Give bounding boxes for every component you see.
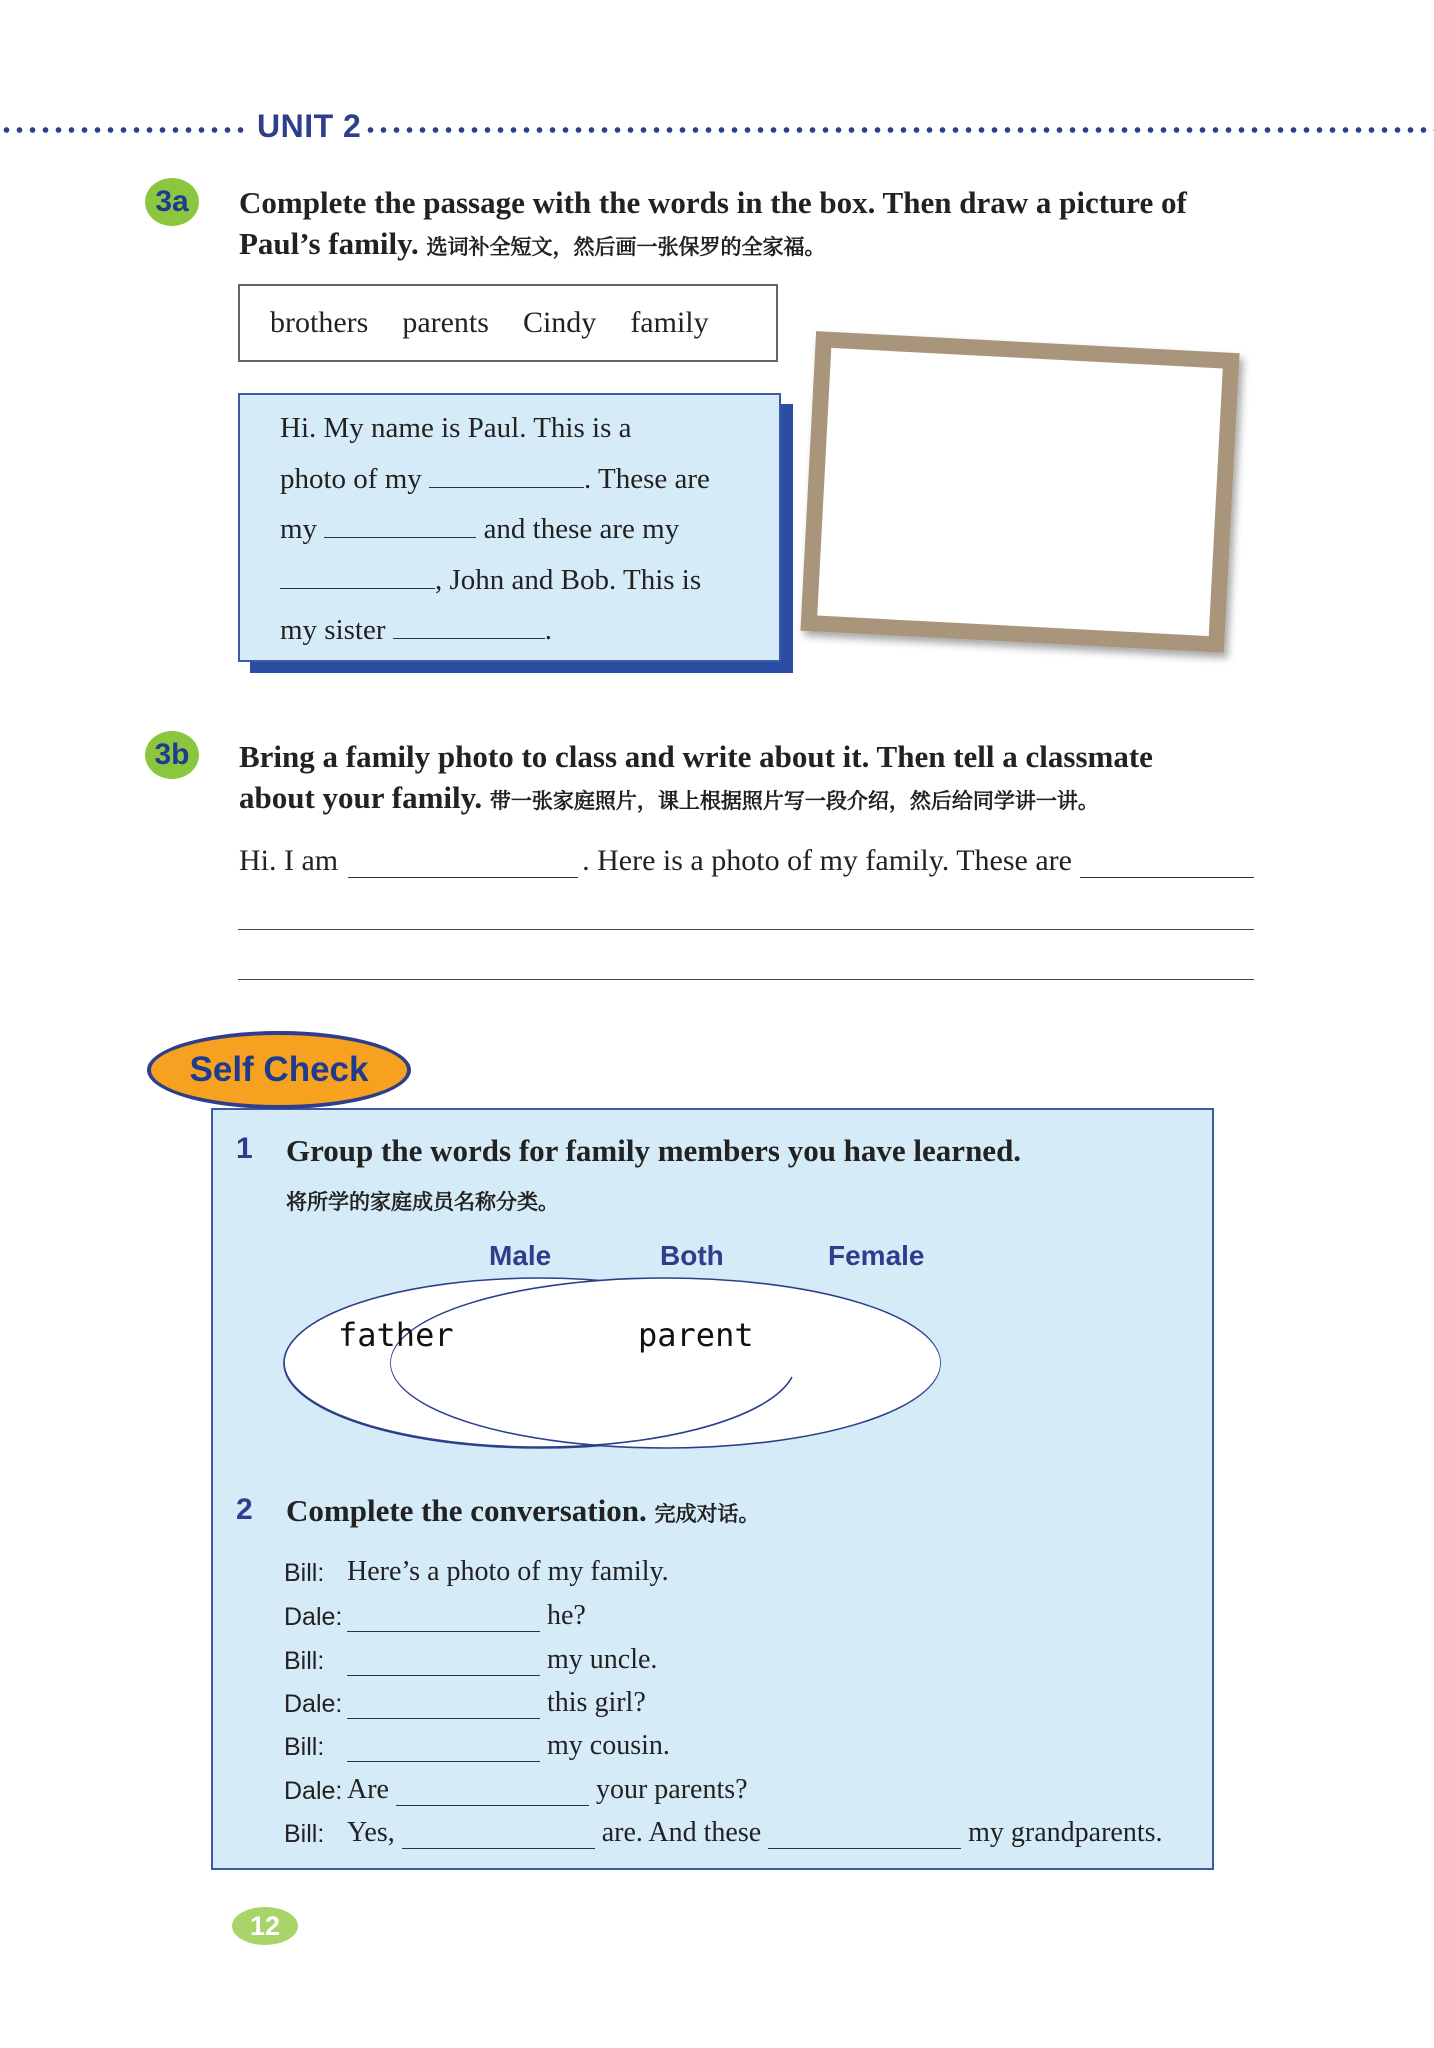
conversation-text: my cousin. — [547, 1730, 670, 1761]
conversation-text: are. And these — [601, 1817, 762, 1848]
answer-blank[interactable] — [347, 1698, 540, 1719]
ex3b-instruction — [239, 736, 1319, 821]
q1-number: 1 — [236, 1132, 253, 1165]
ex3b-instruction-line1: Bring a family photo to class and write about it. Then tell a classmate — [239, 739, 1153, 774]
conversation-line — [284, 1634, 657, 1676]
conversation-line — [284, 1546, 669, 1588]
conversation-text: he? — [547, 1600, 586, 1631]
q2-heading — [286, 1490, 760, 1534]
ex3a-instruction-cn: 选词补全短文，然后画一张保罗的全家福。 — [426, 234, 826, 259]
header-dots-left — [0, 126, 246, 134]
conversation-line — [284, 1590, 586, 1632]
venn-label-both: Both — [660, 1240, 724, 1271]
venn-label-male: Male — [489, 1240, 552, 1271]
venn-word-parent: parent — [638, 1316, 754, 1354]
ex3b-instruction-line2-en: about your family. — [239, 780, 483, 815]
writing-line-3[interactable] — [238, 979, 1254, 980]
passage-line-5 — [280, 605, 759, 656]
ex3b-text-2: . Here is a photo of my family. These are — [582, 844, 1072, 877]
ex3b-instruction-line2 — [239, 777, 1319, 821]
writing-line-2[interactable] — [238, 929, 1254, 930]
q2-number: 2 — [236, 1493, 253, 1526]
q2-cn: 完成对话。 — [654, 1501, 760, 1526]
conversation-text: Yes, — [347, 1817, 395, 1848]
conversation-line — [284, 1677, 646, 1719]
answer-blank[interactable] — [347, 1655, 540, 1676]
conversation-line — [284, 1807, 1163, 1849]
speaker: Bill: — [284, 1559, 325, 1587]
passage-line-4 — [280, 555, 759, 606]
venn-ellipse-female — [391, 1278, 941, 1448]
badge-3a: 3a — [145, 178, 199, 226]
speaker: Dale: — [284, 1777, 343, 1805]
drawing-frame[interactable] — [800, 331, 1239, 653]
passage-text: and these are my — [483, 513, 680, 545]
conversation-text: Here’s a photo of my family. — [347, 1556, 669, 1587]
ex3b-writing-line-1 — [239, 844, 1254, 878]
q1-cn: 将所学的家庭成员名称分类。 — [286, 1189, 559, 1214]
badge-3b: 3b — [145, 731, 199, 779]
q1-text: Group the words for family members you have learned. — [286, 1133, 1022, 1168]
conversation-text: my uncle. — [547, 1644, 658, 1675]
answer-blank[interactable] — [396, 1785, 589, 1806]
passage-line-3 — [280, 504, 759, 555]
ex3a-instruction-line1: Complete the passage with the words in the box. Then draw a picture of — [239, 185, 1187, 220]
ex3b-instruction-cn: 带一张家庭照片，课上根据照片写一段介绍，然后给同学讲一讲。 — [489, 788, 1099, 813]
answer-blank[interactable] — [280, 566, 435, 589]
word-cindy: Cindy — [522, 306, 597, 339]
speaker: Bill: — [284, 1733, 325, 1761]
passage-text: my sister — [280, 614, 386, 646]
passage-line-2 — [280, 454, 759, 505]
name-blank[interactable] — [348, 855, 578, 878]
answer-blank[interactable] — [393, 616, 545, 639]
speaker: Dale: — [284, 1690, 343, 1718]
ex3b-text-1: Hi. I am — [239, 844, 339, 877]
answer-blank[interactable] — [768, 1828, 961, 1849]
venn-word-father: father — [338, 1316, 454, 1354]
conversation-text: my grandparents. — [968, 1817, 1163, 1848]
self-check-title: Self Check — [147, 1031, 411, 1109]
ex3a-instruction-line2 — [239, 223, 1319, 267]
word-box — [238, 284, 778, 362]
passage-text: my — [280, 513, 318, 545]
answer-blank[interactable] — [429, 465, 584, 488]
unit-title: UNIT 2 — [257, 108, 362, 144]
conversation-text: Are — [347, 1774, 389, 1805]
passage-text: , John and Bob. This is — [435, 563, 702, 596]
speaker: Dale: — [284, 1603, 343, 1631]
answer-blank[interactable] — [347, 1611, 540, 1632]
answer-blank[interactable] — [324, 515, 476, 538]
header-dots-right — [364, 126, 1434, 134]
passage-text: . These are — [584, 462, 710, 495]
word-brothers: brothers — [270, 306, 369, 339]
speaker: Bill: — [284, 1820, 325, 1848]
conversation-line — [284, 1764, 748, 1806]
word-family: family — [630, 306, 709, 339]
venn-label-female: Female — [828, 1240, 925, 1271]
passage-box — [238, 393, 781, 662]
conversation-line — [284, 1720, 670, 1762]
answer-blank[interactable] — [347, 1741, 540, 1762]
ex3a-instruction — [239, 182, 1319, 267]
speaker: Bill: — [284, 1647, 325, 1675]
conversation-text: your parents? — [595, 1774, 748, 1805]
q2-text: Complete the conversation. — [286, 1493, 647, 1528]
passage-line-1: Hi. My name is Paul. This is a — [280, 412, 632, 444]
word-parents: parents — [402, 306, 489, 339]
passage-text: . — [544, 614, 553, 646]
page-number: 12 — [232, 1907, 298, 1945]
ex3a-instruction-line2-en: Paul’s family. — [239, 226, 419, 261]
passage-text: photo of my — [280, 462, 422, 495]
conversation-text: this girl? — [547, 1687, 646, 1718]
answer-blank[interactable] — [402, 1828, 595, 1849]
writing-blank[interactable] — [1080, 855, 1254, 878]
venn-diagram — [270, 1270, 1100, 1460]
